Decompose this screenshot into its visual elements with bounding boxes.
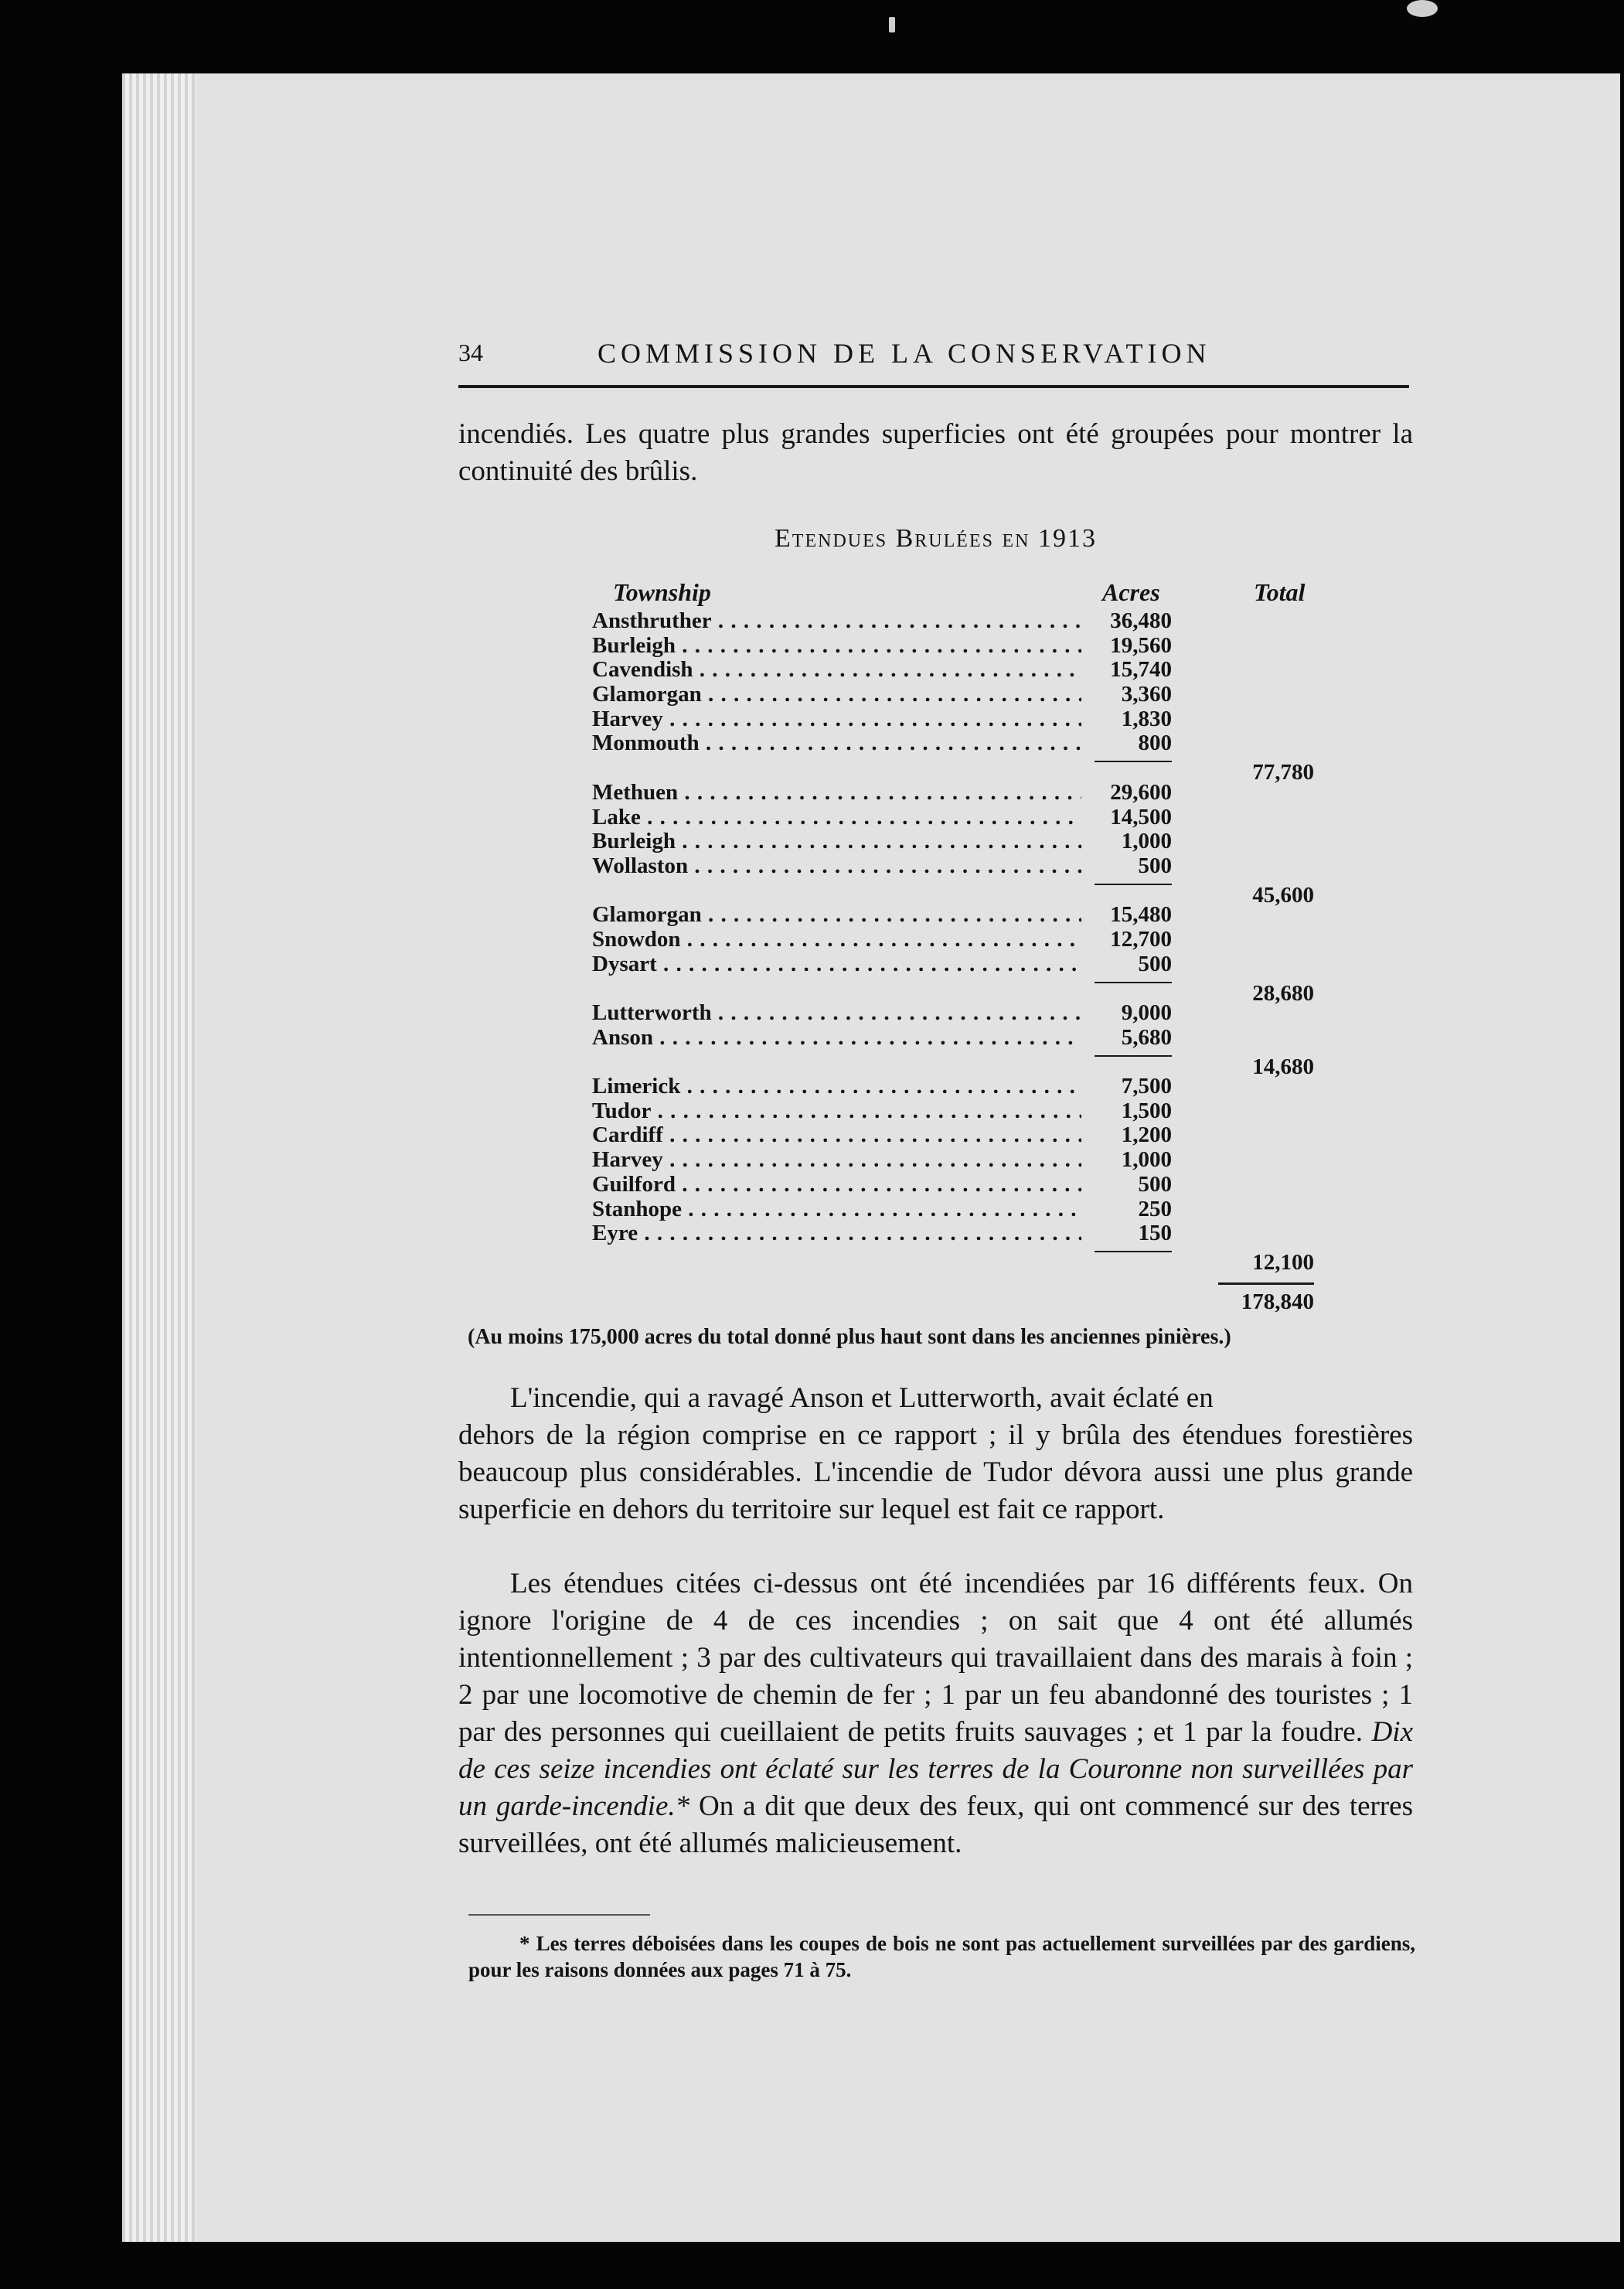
township-name: Cardiff . . . [592,1123,1081,1148]
table-title-year: 1913 [1037,524,1097,553]
table-row [592,1197,1334,1222]
table-title [458,524,1413,554]
township-name: Anson . . . [592,1026,1081,1051]
acres-value: 9,000 [1121,1000,1172,1025]
acres-value: 5,680 [1121,1024,1172,1050]
paragraph-anson-first-line: L'incendie, qui a ravagé Anson et Lutterworth, avait éclaté en [510,1382,1214,1414]
acres-value: 1,200 [1121,1122,1172,1148]
township-name: Tudor . . . [592,1099,1081,1124]
column-header-total: Total [1254,578,1306,606]
column-header-township: Township [613,578,711,606]
scan-speck [889,17,895,32]
table-row [592,658,1334,683]
table-row [592,1026,1334,1051]
table-row [592,609,1334,634]
table-row [592,1099,1334,1124]
township-name: Eyre . . . [592,1221,1081,1246]
table-row [592,781,1334,806]
table-row [592,1075,1334,1099]
group-total: 77,780 [1252,760,1314,785]
acres-value: 14,500 [1110,804,1172,829]
running-title: COMMISSION DE LA CONSERVATION [598,338,1211,369]
subtotal-rule [1095,1251,1172,1252]
table-row [592,634,1334,659]
fire-causes-italic: Dix de ces seize incendies ont éclaté sur les terres de la Couronne non surveillées par un garde-incendie.* [458,1716,1413,1822]
table-row [592,1148,1334,1173]
township-name: Harvey . . . [592,707,1081,732]
footnote-rule [468,1914,650,1916]
page-number: 34 [458,339,483,366]
township-name: Wollaston . . . [592,854,1081,879]
township-name: Cavendish . . . [592,658,1081,683]
township-name: Lutterworth . . . [592,1001,1081,1026]
township-group [592,903,1334,976]
table-row [592,1221,1334,1246]
township-name: Snowdon . . . [592,928,1081,952]
paragraph-anson-rest: dehors de la région comprise en ce rapport ; il y brûla des étendues forestières beaucoup plus considérables. L'incendie de Tudor dévora aussi une plus grande superficie en dehors du territoire sur lequel est fait ce rapport. [458,1419,1413,1525]
table-row [592,903,1334,928]
acres-value: 500 [1138,951,1172,976]
grand-total-rule [1218,1282,1314,1285]
township-group [592,1001,1334,1050]
group-total: 45,600 [1252,882,1314,908]
subtotal-rule [1095,1055,1172,1057]
table-row [592,731,1334,756]
acres-value: 36,480 [1110,608,1172,633]
acres-value: 1,500 [1121,1098,1172,1123]
township-name: Monmouth . . . [592,731,1081,756]
acres-value: 150 [1138,1221,1172,1246]
township-name: Burleigh . . . [592,829,1081,854]
subtotal-rule [1095,761,1172,762]
acres-value: 3,360 [1121,682,1172,707]
fire-causes-text: Les étendues citées ci-dessus ont été incendiées par 16 différents feux. On ignore l'origine de 4 de ces incendies ; on sait que 4 ont été allumés intentionnellement ; 3 par des cultivateurs qui travaillaient dans des marais à foin ; 2 par une locomotive de chemin de fer ; 1 par un feu abandonné des touristes ; 1 par des personnes qui cueillaient de petits fruits sauvages ; et 1 par la foudre. [458,1568,1413,1748]
township-name: Burleigh . . . [592,634,1081,659]
subtotal-rule [1095,982,1172,983]
township-name: Guilford . . . [592,1173,1081,1197]
group-total: 14,680 [1252,1054,1314,1079]
table-row [592,1123,1334,1148]
acres-value: 1,830 [1121,706,1172,731]
acres-value: 500 [1138,1171,1172,1197]
table-row [592,806,1334,830]
acres-value: 15,740 [1110,657,1172,683]
acres-value: 1,000 [1121,1147,1172,1173]
table-row [592,683,1334,707]
township-group [592,1075,1334,1246]
group-total: 28,680 [1252,980,1314,1006]
table-row [592,1001,1334,1026]
fire-causes-tail: On a dit que deux des feux, qui ont commencé sur des terres surveillées, ont été allumés malicieusement. [458,1790,1413,1859]
paragraph-fire-causes [458,1565,1413,1862]
table-title-text: Etendues Brulées en [775,524,1030,553]
group-total: 12,100 [1252,1250,1314,1276]
township-name: Lake . . . [592,806,1081,830]
acres-value: 500 [1138,853,1172,878]
township-group [592,609,1334,756]
township-name: Glamorgan . . . [592,683,1081,707]
table-row [592,928,1334,952]
table-note: (Au moins 175,000 acres du total donné plus haut sont dans les anciennes pinières.) [468,1325,1231,1349]
subtotal-rule [1095,884,1172,885]
burned-areas-table [592,608,1334,1276]
table-row [592,707,1334,732]
township-name: Methuen . . . [592,781,1081,806]
table-row [592,854,1334,879]
township-name: Glamorgan . . . [592,903,1081,928]
township-name: Limerick . . . [592,1075,1081,1099]
table-row [592,952,1334,977]
acres-value: 250 [1138,1196,1172,1221]
acres-value: 800 [1138,731,1172,756]
township-name: Dysart . . . [592,952,1081,977]
township-group [592,781,1334,879]
intro-paragraph: incendiés. Les quatre plus grandes superficies ont été groupées pour montrer la continuité des brûlis. [458,418,1413,487]
acres-value: 7,500 [1121,1074,1172,1099]
column-header-acres: Acres [1102,578,1160,606]
acres-value: 19,560 [1110,632,1172,658]
footnote: * Les terres déboisées dans les coupes de bois ne sont pas actuellement surveillées par des gardiens, pour les raisons données aux pages 71 à 75. [468,1932,1415,1981]
page-edges [122,73,196,2242]
acres-value: 1,000 [1121,829,1172,854]
acres-value: 15,480 [1110,902,1172,928]
acres-value: 12,700 [1110,926,1172,952]
acres-value: 29,600 [1110,779,1172,805]
table-row [592,829,1334,854]
township-name: Stanhope . . . [592,1197,1081,1222]
scan-speck [1407,0,1438,17]
running-header [458,339,1409,388]
township-name: Ansthruther . . . [592,609,1081,634]
table-row [592,1173,1334,1197]
grand-total: 178,840 [1241,1289,1314,1314]
township-name: Harvey . . . [592,1148,1081,1173]
